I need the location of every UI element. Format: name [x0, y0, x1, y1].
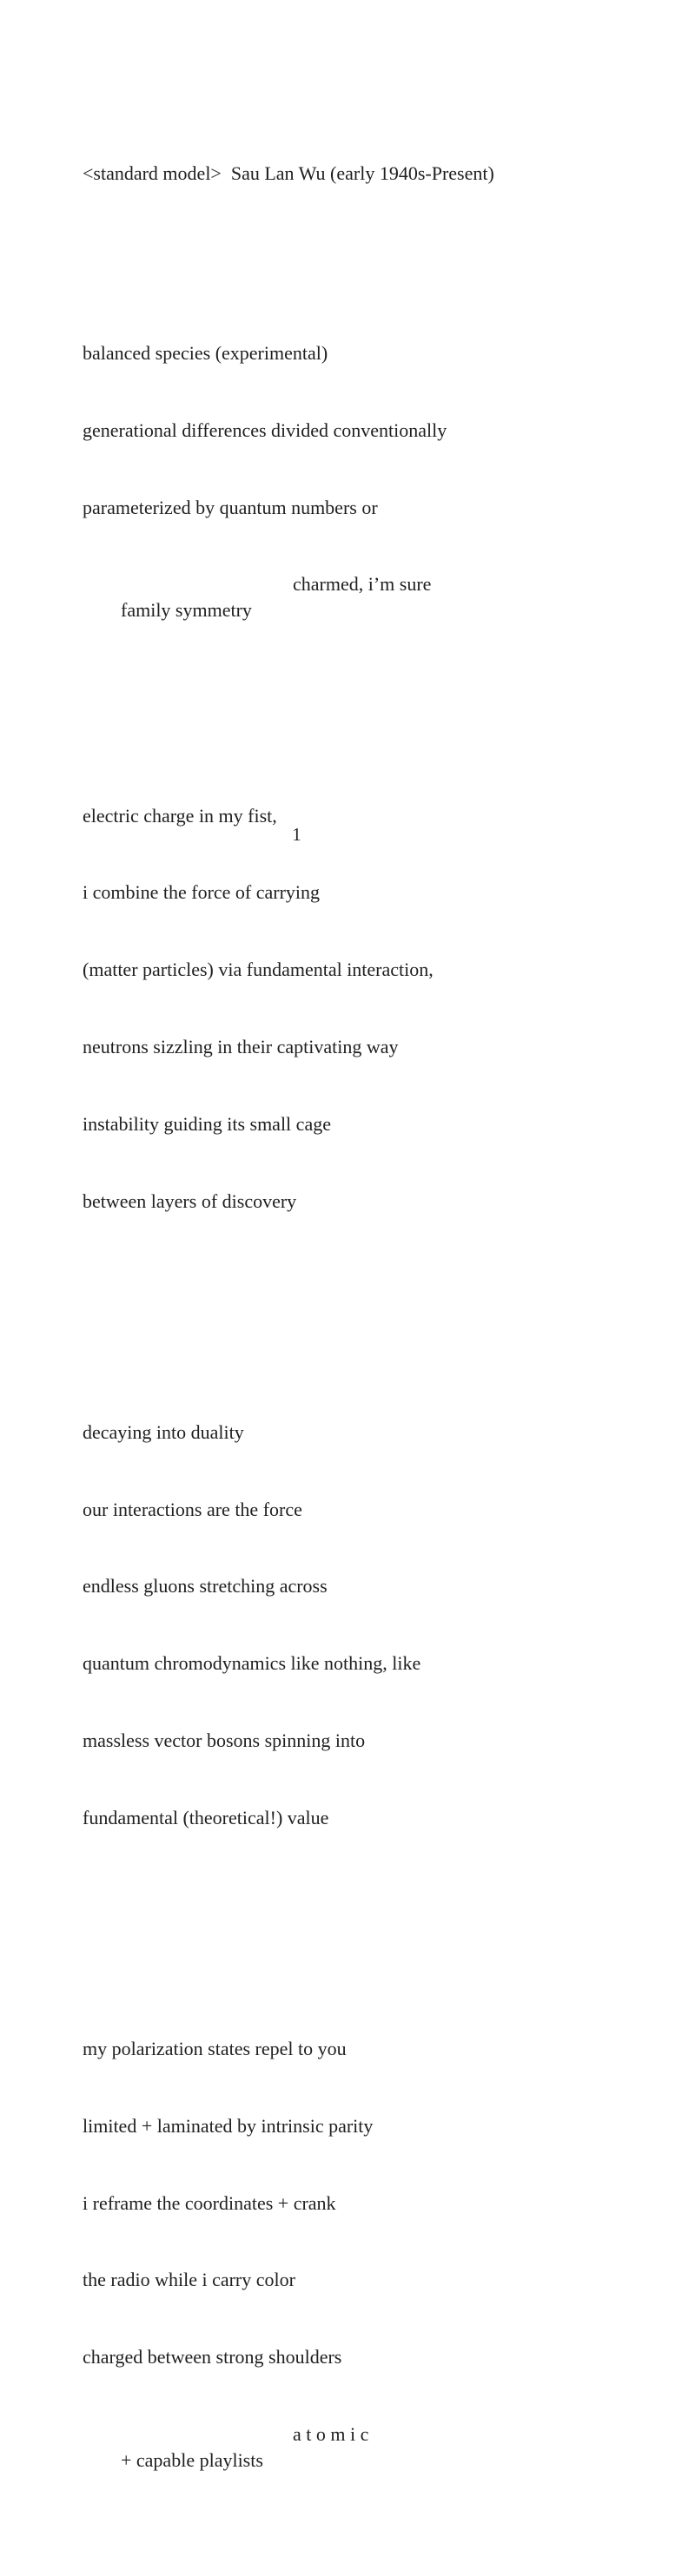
poem-line-right: a t o m i c: [293, 2423, 369, 2446]
poem-line-left: family symmetry: [121, 598, 252, 621]
stanza-4: [83, 1985, 494, 2499]
poem-line-left: + capable playlists: [121, 2448, 263, 2471]
poem-body: [83, 83, 494, 2576]
poem-line: endless gluons stretching across: [83, 1575, 328, 1598]
poem-line: instability guiding its small cage: [83, 1112, 331, 1135]
poem-line-split: [83, 571, 494, 621]
page-number: 1: [292, 824, 301, 845]
poem-line-split: [83, 2421, 494, 2471]
stanza-3: [83, 1368, 494, 1882]
poem-line: i reframe the coordinates + crank: [83, 2191, 336, 2214]
poem-line: (matter particles) via fundamental interaction,: [83, 959, 434, 981]
poem-line: generational differences divided conventionally: [83, 418, 447, 441]
poem-line: massless vector bosons spinning into: [83, 1729, 366, 1751]
poem-line: our interactions are the force: [83, 1498, 302, 1520]
poem-line: fundamental (theoretical!) value: [83, 1806, 329, 1828]
poem-line: between layers of discovery: [83, 1189, 297, 1212]
poem-line: i combine the force of carrying: [83, 881, 321, 904]
poem-line: my polarization states repel to you: [83, 2038, 347, 2060]
poem-line: the radio while i carry color: [83, 2269, 295, 2291]
poem-line: limited + laminated by intrinsic parity: [83, 2114, 374, 2137]
poem-line: charged between strong shoulders: [83, 2346, 342, 2368]
poem-title: <standard model> Sau Lan Wu (early 1940s-Present): [83, 161, 494, 184]
poem-line: quantum chromodynamics like nothing, like: [83, 1652, 421, 1675]
poem-line: neutrons sizzling in their captivating way: [83, 1035, 399, 1057]
poem-line: electric charge in my fist,: [83, 804, 277, 827]
poem-line: parameterized by quantum numbers or: [83, 496, 378, 518]
poem-line: decaying into duality: [83, 1420, 244, 1443]
poem-line-right: charmed, i’m sure: [293, 573, 432, 596]
stanza-1: [83, 289, 494, 649]
poem-line: balanced species (experimental): [83, 341, 328, 364]
